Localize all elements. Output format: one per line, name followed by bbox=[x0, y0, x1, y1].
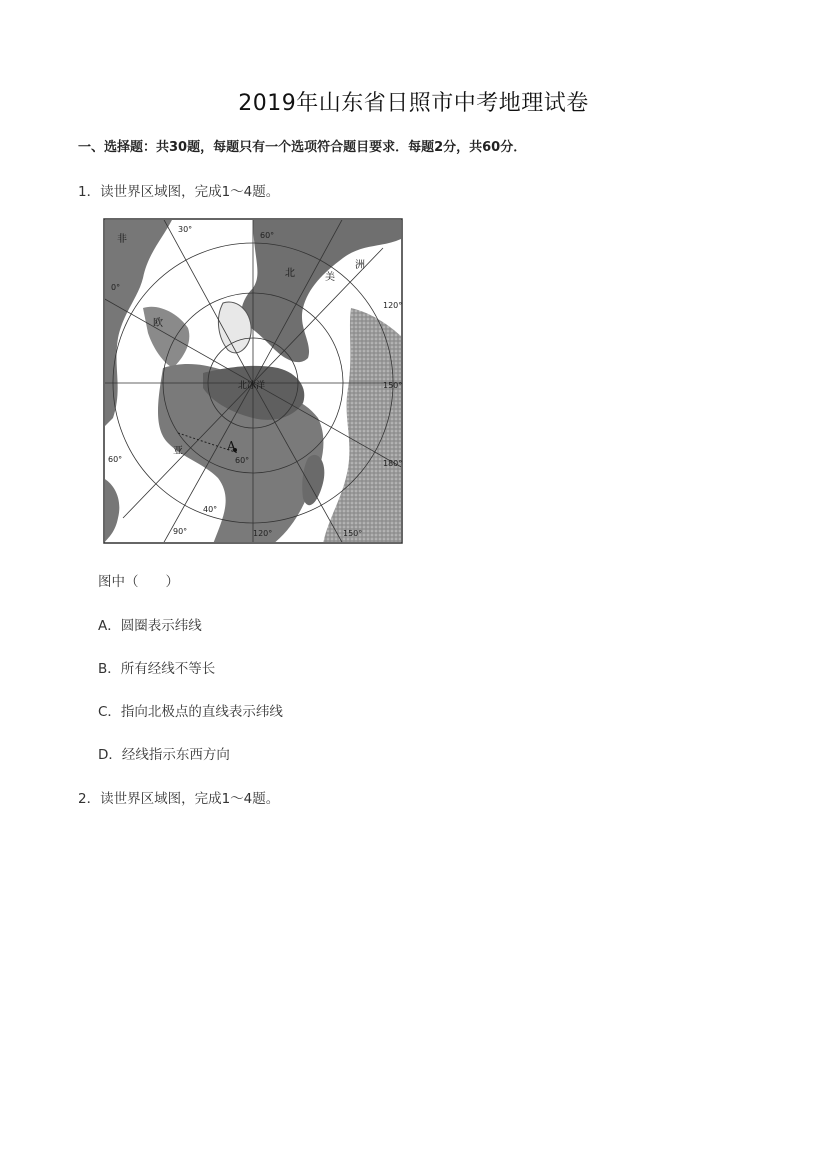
longitude-label: 60° bbox=[108, 455, 123, 464]
section-heading: 一、选择题：共30题，每题只有一个选项符合题目要求．每题2分，共60分． bbox=[78, 140, 527, 155]
page-title: 2019年山东省日照市中考地理试卷 bbox=[238, 91, 589, 116]
longitude-label: 180° bbox=[383, 459, 403, 468]
longitude-label: 60° bbox=[260, 231, 275, 240]
longitude-label: 150° bbox=[383, 381, 403, 390]
region-label: 非 bbox=[117, 234, 127, 245]
region-label: 欧 bbox=[153, 318, 163, 329]
question-1-prompt: 图中（ ） bbox=[98, 574, 179, 590]
longitude-label: 0° bbox=[111, 283, 121, 292]
question-2-stem: 2．读世界区域图，完成1～4题。 bbox=[78, 791, 280, 807]
arctic-world-map bbox=[103, 218, 403, 544]
point-a-label: A bbox=[227, 439, 236, 453]
longitude-label: 120° bbox=[383, 301, 403, 310]
question-1-stem: 1．读世界区域图，完成1～4题。 bbox=[78, 184, 280, 200]
north-pole-label: 北冰洋 bbox=[238, 381, 266, 391]
option-c: C．指向北极点的直线表示纬线 bbox=[98, 704, 283, 720]
option-d: D．经线指示东西方向 bbox=[98, 747, 230, 763]
latitude-label: 40° bbox=[203, 505, 218, 514]
option-a: A．圆圈表示纬线 bbox=[98, 618, 202, 634]
option-b: B．所有经线不等长 bbox=[98, 661, 216, 677]
latitude-label: 60° bbox=[235, 456, 250, 465]
region-label: 洲 bbox=[355, 260, 365, 271]
region-label: 美 bbox=[325, 272, 335, 283]
longitude-label: 30° bbox=[178, 225, 193, 234]
region-label: 亚 bbox=[173, 446, 183, 457]
longitude-label: 90° bbox=[173, 527, 188, 536]
region-label: 北 bbox=[285, 268, 295, 279]
longitude-label: 120° bbox=[253, 529, 273, 538]
longitude-label: 150° bbox=[343, 529, 363, 538]
